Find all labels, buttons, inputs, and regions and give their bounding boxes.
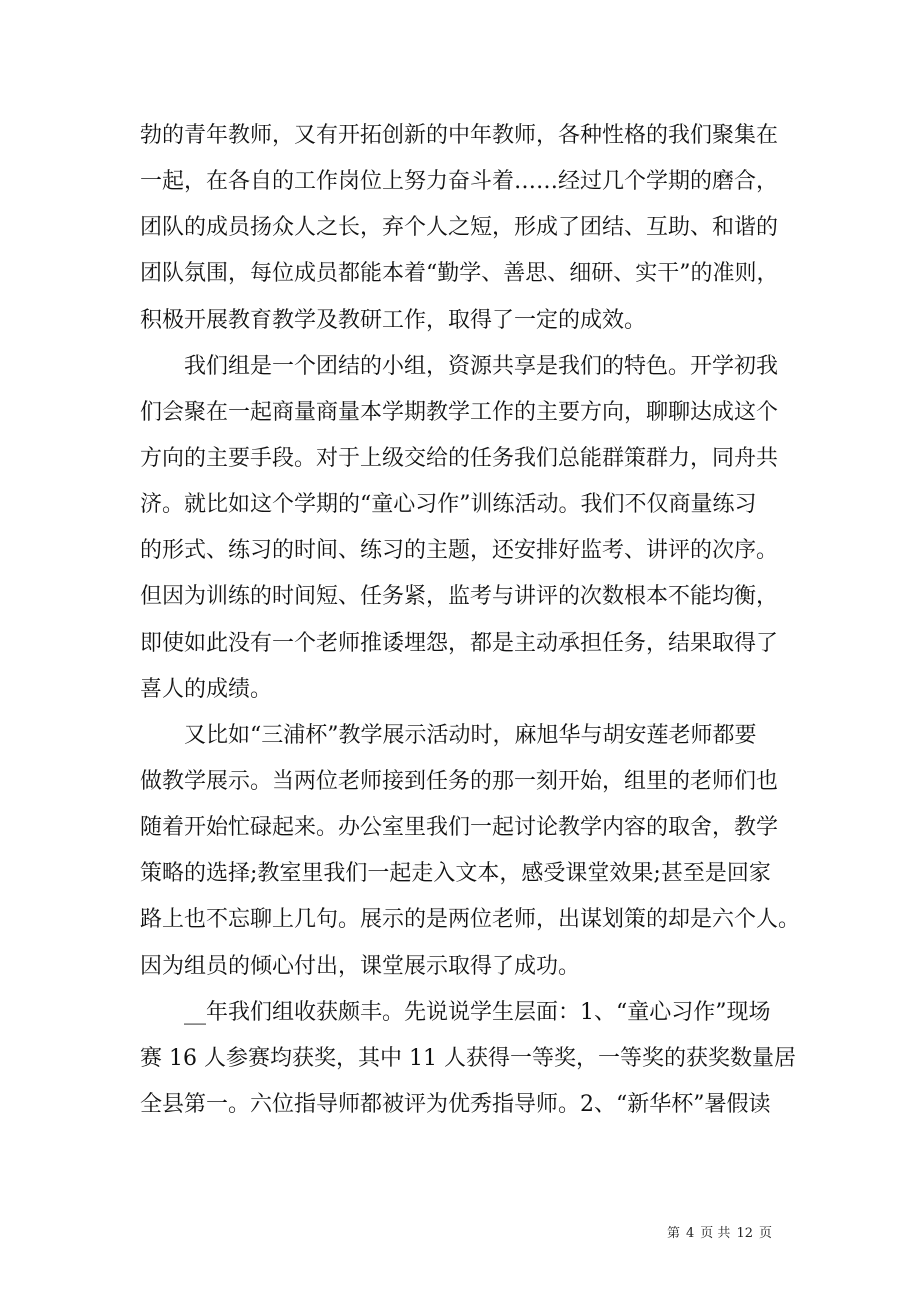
total-pages-number: 12: [736, 1226, 753, 1241]
current-page-number: 4: [686, 1226, 695, 1241]
footer-prefix: 第: [667, 1226, 681, 1241]
text-line-15: 做教学展示。当两位老师接到任务的那一刻开始，组里的老师们也: [140, 768, 779, 794]
text-line-16: 随着开始忙碌起来。办公室里我们一起讨论教学内容的取舍，教学: [140, 815, 779, 841]
text-line-17: 策略的选择;教室里我们一起走入文本，感受课堂效果;甚至是回家: [140, 861, 771, 887]
footer-middle: 页 共: [700, 1226, 731, 1241]
text-line-19: 因为组员的倾心付出，课堂展示取得了成功。: [140, 953, 581, 979]
text-line-13: 喜人的成绩。: [140, 676, 273, 702]
text-line-21: 赛 16 人参赛均获奖，其中 11 人获得一等奖，一等奖的获奖数量居: [140, 1045, 796, 1071]
text-line-12: 即使如此没有一个老师推诿埋怨，都是主动承担任务，结果取得了: [140, 630, 779, 656]
page-footer: [667, 1225, 772, 1243]
text-line-4: 团队氛围，每位成员都能本着“勤学、善思、细研、实干”的准则，: [140, 261, 779, 287]
body-text: [140, 113, 801, 1128]
text-line-3: 团队的成员扬众人之长，弃个人之短，形成了团结、互助、和谐的: [140, 215, 779, 241]
text-line-18: 路上也不忘聊上几句。展示的是两位老师，出谋划策的却是六个人。: [140, 907, 801, 933]
text-line-22: 全县第一。六位指导师都被评为优秀指导师。2、“新华杯”暑假读: [140, 1091, 771, 1117]
text-line-2: 一起，在各自的工作岗位上努力奋斗着……经过几个学期的磨合，: [140, 169, 779, 195]
text-line-5: 积极开展教育教学及教研工作，取得了一定的成效。: [140, 307, 647, 333]
text-line-10: 的形式、练习的时间、练习的主题，还安排好监考、讲评的次序。: [140, 538, 779, 564]
text-line-6: 我们组是一个团结的小组，资源共享是我们的特色。开学初我: [184, 353, 779, 379]
text-line-1: 勃的青年教师，又有开拓创新的中年教师，各种性格的我们聚集在: [140, 123, 779, 148]
text-line-11: 但因为训练的时间短、任务紧，监考与讲评的次数根本不能均衡，: [140, 584, 779, 610]
text-line-20: __年我们组收获颇丰。先说说学生层面：1、“童心习作”现场: [184, 999, 771, 1025]
text-line-14: 又比如“三浦杯”教学展示活动时，麻旭华与胡安莲老师都要: [184, 722, 757, 748]
text-line-9: 济。就比如这个学期的“童心习作”训练活动。我们不仅商量练习: [140, 492, 757, 518]
text-line-8: 方向的主要手段。对于上级交给的任务我们总能群策群力，同舟共: [140, 445, 779, 471]
text-line-7: 们会聚在一起商量商量本学期教学工作的主要方向，聊聊达成这个: [140, 399, 779, 425]
footer-suffix: 页: [758, 1226, 772, 1241]
